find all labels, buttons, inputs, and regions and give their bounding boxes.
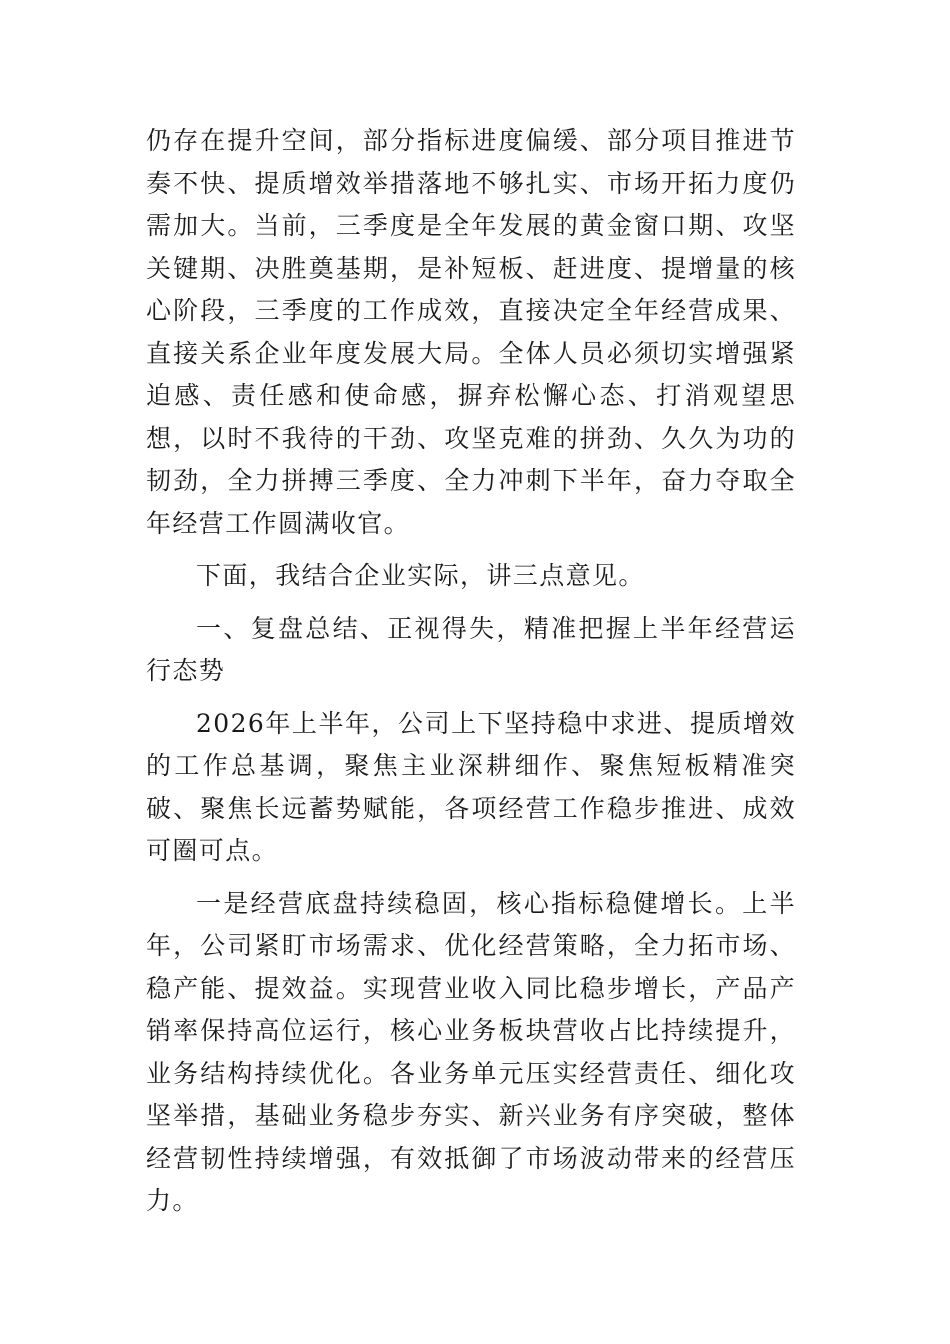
paragraph-continuation: 仍存在提升空间，部分指标进度偏缓、部分项目推进节奏不快、提质增效举措落地不够扎实、市场开拓力度仍需加大。当前，三季度是全年发展的黄金窗口期、攻坚关键期、决胜奠基期，是补短板、赶进度、提增量的核心阶段，三季度的工作成效，直接决定全年经营成果、直接关系企业年度发展大局。全体人员必须切实增强紧迫感、责任感和使命感，摒弃松懈心态、打消观望思想，以时不我待的干劲、攻坚克难的拼劲、久久为功的韧劲，全力拼搏三季度、全力冲刺下半年，奋力夺取全年经营工作圆满收官。: [146, 126, 796, 538]
paragraph-intro: 下面，我结合企业实际，讲三点意见。: [196, 561, 645, 590]
paragraph-summary: 2026年上半年，公司上下坚持稳中求进、提质增效的工作总基调，聚焦主业深耕细作、聚焦短板精准突破、聚焦长远蓄势赋能，各项经营工作稳步推进、成效可圈可点。: [146, 708, 796, 865]
paragraph-point-one: 一是经营底盘持续稳固，核心指标稳健增长。上半年，公司紧盯市场需求、优化经营策略，全力拓市场、稳产能、提效益。实现营业收入同比稳步增长，产品产销率保持高位运行，核心业务板块营收占比持续提升，业务结构持续优化。各业务单元压实经营责任、细化攻坚举措，基础业务稳步夯实、新兴业务有序突破，整体经营韧性持续增强，有效抵御了市场波动带来的经营压力。: [146, 888, 796, 1215]
document-body: [146, 120, 796, 1223]
section-heading: 一、复盘总结、正视得失，精准把握上半年经营运行态势: [146, 613, 796, 685]
